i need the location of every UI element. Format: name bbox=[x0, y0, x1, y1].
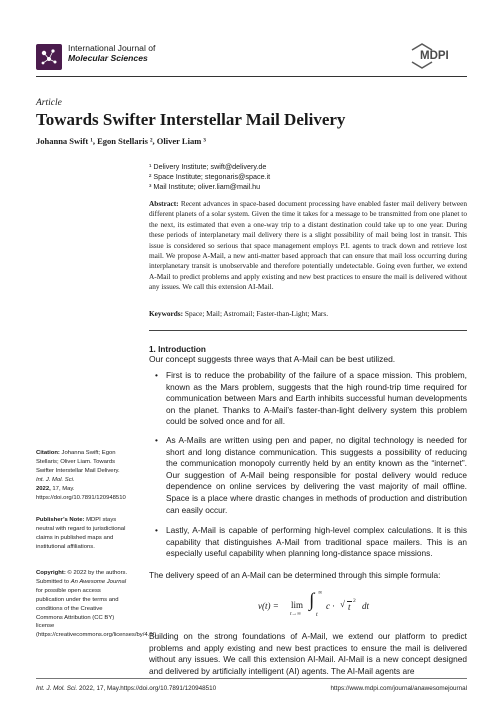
bullet-dot-icon: • bbox=[155, 370, 158, 380]
abstract-text: Recent advances in space-based document processing have enabled faster mail delivery between different planets of a solar system. Given the time it takes for a message to be transmitted from one planet to the next, its estimated that even a one-way trip to a distant destination could take up to one year. During these periods of interplanetary mail delivery there is a slight possibility of mail being lost in transit. This issue is considered so serious that space management employs P.I. agents to track down and retrieve lost mail. We propose A-Mail, a new anti-matter based approach that can ensure that mail loss occurring during interplanetary transit is unobservable and therefore potentially undetectable. Going even further, we extend A-Mail to predict problems and apply existing and new best practices to ensure the mail is delivered without any issues. We call this extension AI-Mail. bbox=[149, 199, 468, 292]
keywords bbox=[149, 309, 467, 318]
citation-label: Citation: bbox=[36, 450, 60, 456]
integral-sign-icon: ∫ bbox=[309, 590, 315, 611]
bullet-item bbox=[149, 525, 467, 560]
footer-divider bbox=[36, 678, 467, 679]
article-type: Article bbox=[36, 98, 62, 108]
affiliation-1: ¹ Delivery Institute; swift@delivery.de bbox=[149, 162, 267, 171]
formula-dt: dt bbox=[362, 601, 370, 611]
intro-paragraph: Our concept suggests three ways that A-Mail can be best utilized. bbox=[149, 354, 396, 364]
formula-int-upper: ∞ bbox=[318, 590, 323, 596]
publisher-note-text: MDPI stays neutral with regard to jurisdictional claims in published maps and institutional affiliations. bbox=[36, 517, 126, 550]
author-list: Johanna Swift ¹, Egon Stellaris ², Oliver Liam ³ bbox=[36, 136, 206, 146]
mdpi-logo-text: MDPI bbox=[420, 50, 449, 62]
copyright-text-2: for possible open access publication under the terms and conditions of the Creative Commons Attribution (CC BY) license (https://creativecommons.org/licenses/by/4.0/). bbox=[36, 587, 158, 639]
mdpi-logo bbox=[408, 42, 464, 70]
keywords-label: Keywords: bbox=[149, 309, 184, 318]
affiliation-3: ³ Mail Institute; oliver.liam@mail.hu bbox=[149, 182, 261, 191]
footer-journal: Int. J. Mol. Sci. bbox=[36, 685, 78, 692]
bullet-item bbox=[149, 370, 467, 428]
publisher-note bbox=[36, 516, 128, 552]
copyright-text-1: © 2022 by the authors. Submitted to bbox=[36, 570, 128, 585]
journal-name bbox=[68, 43, 155, 63]
bullet-dot-icon: • bbox=[155, 435, 158, 445]
article-title: Towards Swifter Interstellar Mail Delivery bbox=[36, 110, 346, 129]
citation-text: Johanna Swift; Egon Stellaris; Oliver Liam. Towards Swifter Interstellar Mail Delivery. bbox=[36, 450, 120, 474]
journal-name-line1: International Journal of bbox=[68, 43, 156, 53]
bullet-text-3: Lastly, A-Mail is capable of performing high-level complex calculations. It is this capability that distinguishes A-Mail from traditional space mailers. This is an especially useful capability when planning long-distance space missions. bbox=[166, 525, 467, 559]
footer-doi[interactable]: 2022, 17, May.https://doi.org/10.7891/120948510 bbox=[79, 685, 217, 692]
journal-logo-icon bbox=[36, 44, 62, 70]
journal-name-line2: Molecular Sciences bbox=[68, 53, 148, 63]
abstract-label: Abstract: bbox=[149, 199, 179, 208]
citation-volume: 17, May. bbox=[52, 485, 75, 492]
formula-lim-sub: t→∞ bbox=[290, 611, 301, 617]
publisher-note-label: Publisher’s Note: bbox=[36, 517, 85, 523]
square-root-icon: √ bbox=[340, 599, 345, 609]
citation-block bbox=[36, 449, 128, 502]
formula-integrand: c · bbox=[326, 601, 335, 611]
keywords-text: Space; Mail; Astromail; Faster-than-Light; Mars. bbox=[184, 309, 329, 318]
citation-journal: Int. J. Mol. Sci. bbox=[36, 476, 75, 483]
citation-year: 2022, bbox=[36, 485, 51, 492]
footer-journal-url[interactable]: https://www.mdpi.com/journal/anawesomejournal bbox=[330, 685, 467, 692]
abstract bbox=[149, 199, 467, 293]
bullet-item bbox=[149, 435, 467, 516]
copyright-label: Copyright: bbox=[36, 570, 66, 576]
delivery-speed-formula bbox=[258, 590, 378, 620]
formula-intro: The delivery speed of an A-Mail can be determined through this simple formula: bbox=[149, 570, 441, 580]
header-divider bbox=[36, 76, 467, 77]
bullet-text-2: As A-Mails are written using pen and paper, no digital technology is needed for short and long distance communication. This suggests a possibility of reducing the communication monopoly currently held by an entity known as the “internet”. Our suggestion of A-Mail being responsible for postal delivery would reduce dependence on online services by delivering the vast majority of mail offline. Space is a place where drastic changes in methods of production and distribution can easily occur. bbox=[166, 435, 467, 515]
formula-root: t bbox=[348, 602, 351, 612]
closing-paragraph: Building on the strong foundations of A-Mail, we extend our platform to predict problems and apply existing and new best practices to ensure the mail is delivered without any issues. We call this extension AI-Mail. AI-Mail is a new concept designed and delivered by artificially intelligent (AI) agents. The AI-Mail agents are bbox=[149, 631, 467, 676]
formula-lim: lim bbox=[291, 600, 304, 610]
formula-lhs: v(t) = bbox=[258, 601, 279, 611]
section-divider bbox=[149, 330, 467, 331]
bullet-text-1: First is to reduce the probability of the failure of a space mission. This problem, known as the Mars problem, suggests that the high round-trip time required for communication between Mars and Earth inhibits successful human developments on the planet. Thanks to A-Mail’s faster-than-light delivery system this problem could be solved once and for all. bbox=[166, 370, 467, 427]
formula-root-exp: 2 bbox=[353, 598, 356, 604]
formula-int-lower: t bbox=[316, 612, 318, 618]
bullet-dot-icon: • bbox=[155, 525, 158, 535]
copyright-journal: An Awesome Journal bbox=[70, 578, 127, 585]
affiliation-2: ² Space Institute; stegonaris@space.it bbox=[149, 172, 271, 181]
section-heading: 1. Introduction bbox=[149, 345, 206, 354]
footer-citation bbox=[36, 685, 216, 692]
copyright-block bbox=[36, 569, 158, 640]
citation-doi[interactable]: https://doi.org/10.7891/120948510 bbox=[36, 494, 126, 501]
